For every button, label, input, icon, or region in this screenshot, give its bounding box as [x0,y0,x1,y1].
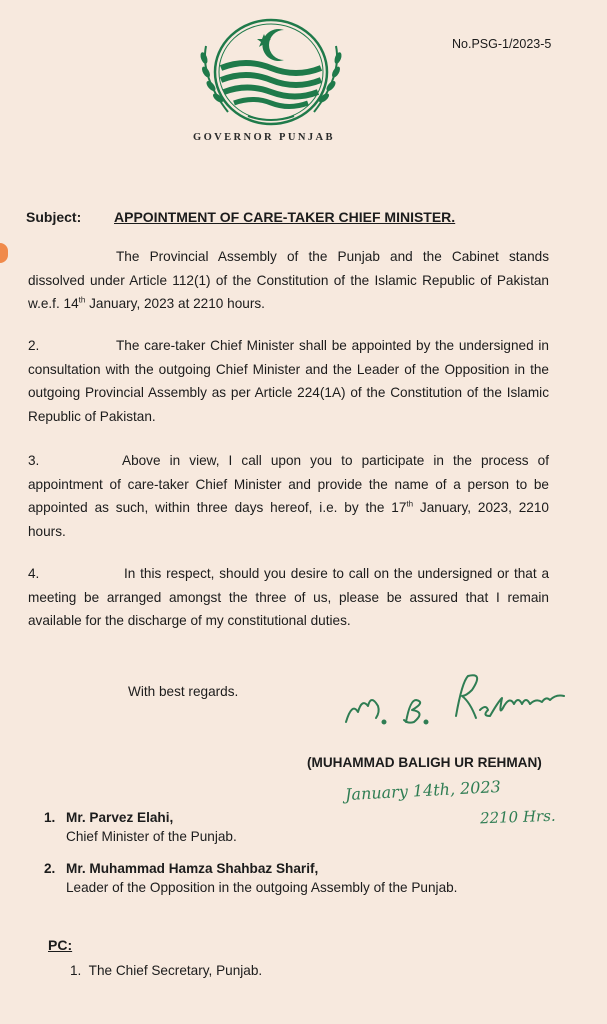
addressee-role: Chief Minister of the Punjab. [66,829,237,844]
copy-to-number: 1. [70,963,82,978]
handwritten-date: January 14th, 2023 [344,776,502,805]
document-number: No.PSG-1/2023-5 [452,37,552,51]
paragraph-text: Above in view, I call upon you to participate in the process of appointment of care-taker Chief Minister and provide the name of a person to be appointed as such, within three days hereof, i.e. by the 17th January, 2023, 2210 hours. [28,453,549,539]
handwritten-time: 2210 Hrs. [479,806,556,828]
paragraph-4 [28,562,549,633]
addressee-name: Mr. Muhammad Hamza Shahbaz Sharif, [66,861,319,876]
paragraph-number: 2. [28,338,40,353]
paragraph-1: The Provincial Assembly of the Punjab and the Cabinet stands dissolved under Article 112(1) of the Constitution of the Islamic Republic of Pakistan w.e.f. 14th January, 2023 at 2210 hours. [28,249,549,312]
closing-regards: With best regards. [128,684,239,699]
office-title: GOVERNOR PUNJAB [193,132,335,143]
signatory-name: (MUHAMMAD BALIGH UR REHMAN) [307,755,542,770]
addressee-2 [44,859,457,897]
addressee-number: 2. [44,861,56,876]
paragraph-text: The care-taker Chief Minister shall be appointed by the undersigned in consultation with the outgoing Chief Minister and the Leader of the Opposition in the outgoing Provincial Assembly as per Article 224(1A) of the Constitution of the Islamic Republic of Pakistan. [28,338,549,424]
addressee-number: 1. [44,810,56,825]
paragraph-3 [28,449,549,543]
subject-text: APPOINTMENT OF CARE-TAKER CHIEF MINISTER. [114,209,456,225]
addressee-role: Leader of the Opposition in the outgoing Assembly of the Punjab. [66,880,458,895]
copy-to-text: The Chief Secretary, Punjab. [88,963,263,978]
addressee-name: Mr. Parvez Elahi, [66,810,174,825]
page-edge-marker [0,243,8,263]
paragraph-number: 3. [28,453,40,468]
punjab-emblem-icon [188,16,354,128]
paragraph-number: 4. [28,566,40,581]
paragraph-text: In this respect, should you desire to call on the undersigned or that a meeting be arranged amongst the three of us, please be assured that I remain available for the discharge of my constitutional duties. [28,566,549,629]
signature-image [340,670,572,730]
copy-to-item [70,963,262,978]
paragraph-2 [28,334,549,428]
copy-to-label: PC: [48,937,73,953]
addressee-1 [44,808,237,846]
subject-label: Subject: [26,209,82,225]
